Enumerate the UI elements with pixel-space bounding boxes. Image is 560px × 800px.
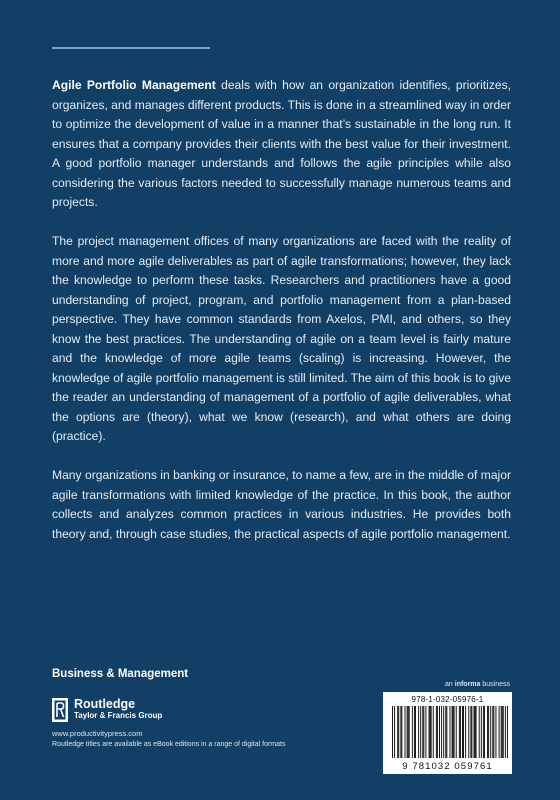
publisher-block — [52, 697, 162, 722]
informa-suffix: business — [480, 681, 510, 688]
publisher-name: Routledge — [74, 697, 136, 711]
barcode-digits: 9 781032 059761 — [402, 761, 493, 772]
blurb-paragraph-1-text: deals with how an organization identifies, prioritizes, organizes, and manages different products. This is done in a streamlined way in order to optimize the development of value in a manner that’s sustainable in the long run. It ensures that a company provides their clients with the best value for their investment. A good portfolio manager understands and follows the agile principles while also considering the various factors needed to successfully manage numerous teams and projects. — [52, 78, 511, 209]
blurb-paragraph-1 — [52, 76, 511, 213]
subject-category: Business & Management — [52, 668, 189, 680]
informa-brand: informa — [454, 681, 481, 688]
publisher-group: Taylor & Francis Group — [74, 711, 163, 720]
isbn-barcode — [383, 692, 512, 774]
barcode-bars — [392, 706, 508, 758]
isbn-number: 978-1-032-05976-1 — [411, 695, 484, 704]
publisher-url: www.productivitypress.com — [52, 729, 143, 738]
ebook-note: Routledge titles are available as eBook editions in a range of digital formats — [52, 741, 286, 748]
top-rule — [52, 47, 210, 49]
routledge-logo-icon — [52, 698, 68, 722]
back-cover-blurb — [52, 76, 511, 564]
blurb-paragraph-2: The project management offices of many organizations are faced with the reality of more and more agile deliverables as part of agile transformations; however, they lack the knowledge to perform these tasks. Researchers and practitioners have a good understanding of project, program, and portfolio management from a plan-based perspective. They have common standards from Axelos, PMI, and others, so they know the best practices. The understanding of agile on a team level is fairly mature and the knowledge of more agile teams (scaling) is increasing. However, the knowledge of agile portfolio management is still limited. The aim of this book is to give the reader an understanding of management of a portfolio of agile deliverables, what the options are (theory), what we know (research), and what others are doing (practice). — [52, 234, 511, 443]
book-title-bold: Agile Portfolio Management — [52, 78, 216, 92]
informa-prefix: an — [445, 681, 455, 688]
blurb-paragraph-3: Many organizations in banking or insurance, to name a few, are in the middle of major agile transformations with limited knowledge of the practice. In this book, the author collects and analyzes common practices in various industries. He provides both theory and, through case studies, the practical aspects of agile portfolio management. — [52, 468, 511, 541]
informa-business-tag — [445, 681, 510, 688]
